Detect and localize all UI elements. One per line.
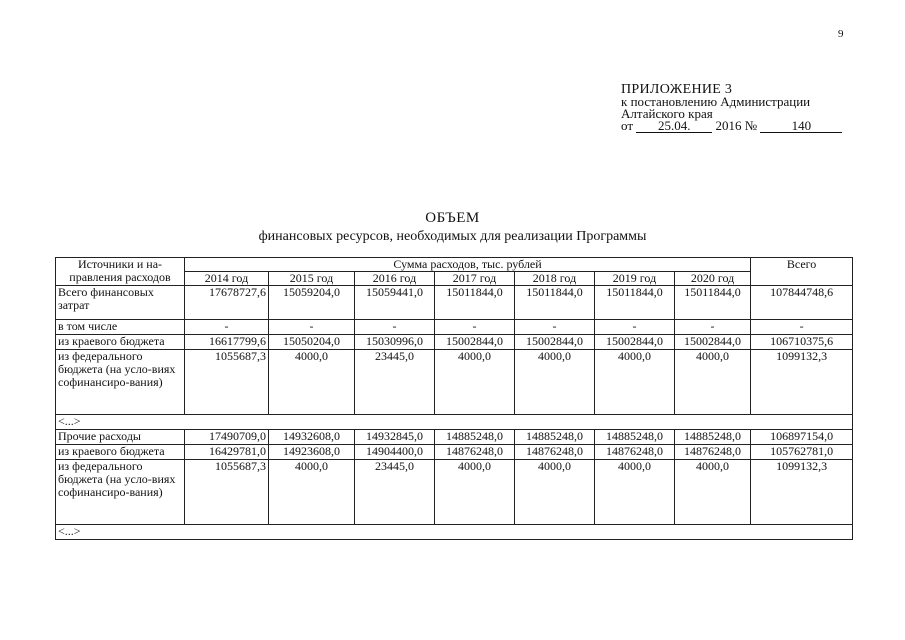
amount-header: Сумма расходов, тыс. рублей — [185, 258, 751, 272]
year-value-cell: 15030996,0 — [355, 335, 435, 350]
appendix-line-2: Алтайского края — [621, 106, 713, 121]
resolution-number: 140 — [760, 120, 842, 133]
year-value-cell: 14885248,0 — [595, 430, 675, 445]
header-row — [56, 258, 853, 272]
total-value-cell: 107844748,6 — [751, 286, 853, 320]
year-value-cell: 4000,0 — [435, 460, 515, 525]
year-value-cell: 15011844,0 — [515, 286, 595, 320]
year-header: 2016 год — [355, 272, 435, 286]
year-value-cell: 14885248,0 — [675, 430, 751, 445]
year-value-cell: 14923608,0 — [269, 445, 355, 460]
year-value-cell: - — [185, 320, 269, 335]
year-value-cell: 14932608,0 — [269, 430, 355, 445]
year-value-cell: 15011844,0 — [595, 286, 675, 320]
year-value-cell: 16429781,0 — [185, 445, 269, 460]
year-header: 2014 год — [185, 272, 269, 286]
table-row — [56, 445, 853, 460]
year-value-cell: 4000,0 — [269, 350, 355, 415]
year-value-cell: 1055687,3 — [185, 350, 269, 415]
year-value-cell: 14876248,0 — [515, 445, 595, 460]
year-value-cell: 4000,0 — [595, 350, 675, 415]
year-value-cell: - — [515, 320, 595, 335]
total-value-cell: 105762781,0 — [751, 445, 853, 460]
year-value-cell: 14876248,0 — [435, 445, 515, 460]
year-value-cell: 4000,0 — [515, 460, 595, 525]
year-value-cell: 14876248,0 — [595, 445, 675, 460]
total-value-cell: - — [751, 320, 853, 335]
table-row — [56, 320, 853, 335]
year-header: 2015 год — [269, 272, 355, 286]
year-value-cell: - — [355, 320, 435, 335]
row-label: <...> — [56, 525, 853, 540]
year-value-cell: 23445,0 — [355, 460, 435, 525]
year-value-cell: 15002844,0 — [595, 335, 675, 350]
row-label: из федерального бюджета (на усло-виях софинансиро-вания) — [56, 350, 185, 415]
year-value-cell: 14885248,0 — [435, 430, 515, 445]
year-value-cell: 14885248,0 — [515, 430, 595, 445]
year-value-cell: - — [269, 320, 355, 335]
year-value-cell: 1055687,3 — [185, 460, 269, 525]
table-row — [56, 350, 853, 415]
year-value-cell: - — [675, 320, 751, 335]
date-prefix: от — [621, 118, 634, 133]
year-value-cell: 15002844,0 — [435, 335, 515, 350]
table-row — [56, 415, 853, 430]
appendix-title: ПРИЛОЖЕНИЕ 3 — [621, 82, 733, 97]
document-title: ОБЪЕМ — [425, 210, 480, 226]
number-sign: № — [744, 118, 758, 133]
year-value-cell: 4000,0 — [515, 350, 595, 415]
year-value-cell: - — [595, 320, 675, 335]
year-value-cell: 14904400,0 — [355, 445, 435, 460]
total-value-cell: 1099132,3 — [751, 350, 853, 415]
year-value-cell: 4000,0 — [595, 460, 675, 525]
table-row — [56, 460, 853, 525]
table-row — [56, 525, 853, 540]
year-value-cell: 16617799,6 — [185, 335, 269, 350]
year-value-cell: 17490709,0 — [185, 430, 269, 445]
year-value-cell: 14876248,0 — [675, 445, 751, 460]
row-label: из краевого бюджета — [56, 445, 185, 460]
page-number: 9 — [838, 28, 844, 40]
appendix-line-1: к постановлению Администрации — [621, 94, 811, 109]
year-value-cell: 15059204,0 — [269, 286, 355, 320]
resolution-year: 2016 — [715, 118, 742, 133]
year-value-cell: 14932845,0 — [355, 430, 435, 445]
year-header: 2019 год — [595, 272, 675, 286]
year-header: 2018 год — [515, 272, 595, 286]
total-value-cell: 106897154,0 — [751, 430, 853, 445]
year-value-cell: 4000,0 — [435, 350, 515, 415]
row-label: Прочие расходы — [56, 430, 185, 445]
row-label: в том числе — [56, 320, 185, 335]
year-value-cell: 15011844,0 — [675, 286, 751, 320]
year-value-cell: 17678727,6 — [185, 286, 269, 320]
resolution-date: 25.04. — [636, 120, 712, 133]
total-value-cell: 106710375,6 — [751, 335, 853, 350]
year-value-cell: 4000,0 — [675, 460, 751, 525]
document-subtitle: финансовых ресурсов, необходимых для реализации Программы — [258, 229, 647, 244]
year-value-cell: 4000,0 — [269, 460, 355, 525]
total-value-cell: 1099132,3 — [751, 460, 853, 525]
appendix-date-line — [621, 120, 842, 133]
total-header: Всего — [751, 258, 853, 286]
year-value-cell: 15011844,0 — [435, 286, 515, 320]
year-value-cell: 23445,0 — [355, 350, 435, 415]
year-value-cell: - — [435, 320, 515, 335]
table-row — [56, 430, 853, 445]
table-row — [56, 286, 853, 320]
funding-table — [55, 257, 853, 540]
year-header: 2020 год — [675, 272, 751, 286]
row-label: Всего финансовых затрат — [56, 286, 185, 320]
year-value-cell: 15002844,0 — [515, 335, 595, 350]
row-label: из краевого бюджета — [56, 335, 185, 350]
year-header: 2017 год — [435, 272, 515, 286]
year-value-cell: 4000,0 — [675, 350, 751, 415]
appendix-block — [621, 84, 842, 133]
table-row — [56, 335, 853, 350]
year-value-cell: 15059441,0 — [355, 286, 435, 320]
row-label: <...> — [56, 415, 853, 430]
source-header: Источники и на-правления расходов — [56, 258, 185, 286]
year-value-cell: 15050204,0 — [269, 335, 355, 350]
row-label: из федерального бюджета (на усло-виях софинансиро-вания) — [56, 460, 185, 525]
year-value-cell: 15002844,0 — [675, 335, 751, 350]
